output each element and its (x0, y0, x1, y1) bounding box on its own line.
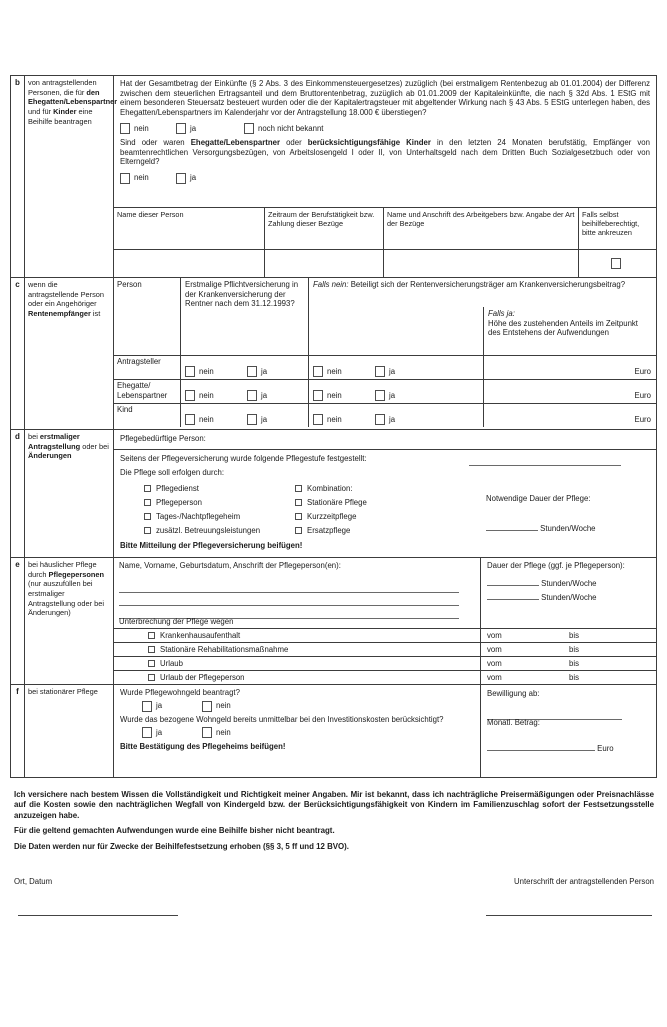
employment-yes-option[interactable]: ja (176, 173, 244, 184)
nein-option[interactable]: nein (313, 414, 375, 425)
option-pflegedienst[interactable]: Pflegedienst (144, 484, 295, 494)
person-label: Kind (114, 404, 181, 427)
interruption-header-row (114, 616, 656, 628)
declaration-2: Für die geltend gemachten Aufwendungen wurde eine Beihilfe bisher nicht beantragt. (14, 826, 335, 836)
section-b-letter: b (11, 76, 25, 277)
checkbox-nein[interactable] (313, 390, 323, 401)
pflegewohngeld-answers (142, 700, 474, 713)
option-betreuungsleistungen[interactable]: zusätzl. Betreuungsleistungen (144, 526, 295, 536)
interruption-row-urlaub-pflegeperson (114, 670, 656, 684)
declaration-3: Die Daten werden nur für Zwecke der Beihilfefestsetzung erhoben (§§ 3, 5 ff und 12 BVO). (14, 841, 349, 851)
notwendige-dauer-label: Notwendige Dauer der Pflege: (486, 494, 591, 503)
income-no-option[interactable]: nein (120, 123, 176, 134)
caregiver-names-label: Name, Vorname, Geburtsdatum, Anschrift der Pflegeperson(en): (119, 561, 341, 570)
col-header-person: Person (114, 278, 181, 355)
checkbox-ja[interactable] (142, 701, 152, 712)
pension-row-kind (114, 403, 656, 427)
stunden-woche-field: Stunden/Woche (487, 577, 656, 589)
beteiligung-answers (309, 404, 484, 427)
monatl-betrag-label: Monatl. Betrag: (487, 718, 540, 727)
checkbox-nein[interactable] (120, 173, 130, 184)
persons-table-header (114, 208, 656, 250)
ja-option[interactable]: ja (142, 727, 202, 738)
checkbox-nein[interactable] (185, 366, 195, 377)
checkbox-nein[interactable] (120, 123, 130, 134)
checkbox-nein[interactable] (185, 390, 195, 401)
section-e-letter: e (11, 558, 25, 684)
col-header-name: Name dieser Person (114, 208, 265, 249)
pension-row-ehegatte (114, 379, 656, 403)
checkbox-nein[interactable] (185, 414, 195, 425)
checkbox-ersatzpflege[interactable] (295, 527, 302, 534)
euro-amount-cell[interactable]: Euro (634, 367, 651, 377)
checkbox-ja[interactable] (375, 414, 385, 425)
income-question-text: Hat der Gesamtbetrag der Einkünfte (§ 2 Abs. 3 des Einkommensteuergesetzes) zuzüglich (bei erstmaligem Rentenbezug ab 01.01.2004) der Differenz zwischen dem steuerlichen Ertragsanteil und dem Bruttorentenbetrag, zuzüglich ab 01.01.2009 der Kapitaleinkünfte, die nach § 32d Abs. 1 EStG mit einem besonderen Steuersatz besteuert wurden oder die der Kapitalertragsteuer mit abgeltender Wirkung nach § 43 Abs. 5 EStG unterlegen haben, des Ehegatten/Lebenspartners im Kalenderjahr vor der Antragstellung 18.000 € überstiegen? (120, 79, 650, 118)
caregiver-write-line-2[interactable] (119, 597, 459, 606)
section-b-description: von antragstellenden Personen, die für den Ehegatten/Lebenspartner und für Kinder eine Beihilfe beantragen (25, 76, 114, 277)
pflegebeduerftige-person-field[interactable]: Pflegebedürftige Person: (114, 430, 656, 450)
stunden-write-line[interactable] (486, 522, 538, 531)
vom-bis-cell[interactable]: vom bis (487, 631, 579, 640)
interruption-row-krankenhaus (114, 628, 656, 642)
stunden-write-line[interactable] (487, 577, 539, 586)
checkbox-ja[interactable] (142, 727, 152, 738)
employment-question-answers (120, 172, 650, 184)
caregiver-names-left (114, 558, 481, 616)
care-duration-label: Dauer der Pflege (ggf. je Pflegeperson): (487, 561, 625, 570)
section-e-description: bei häuslicher Pflege durch Pflegepersonen (nur auszufüllen bei erstmaliger Antragstellung oder bei Änderungen) (25, 558, 114, 684)
euro-amount-cell[interactable]: Euro (634, 391, 651, 401)
pension-row-antragsteller (114, 355, 656, 379)
ja-option[interactable]: ja (375, 414, 395, 425)
nein-option[interactable]: nein (185, 366, 247, 377)
caregiver-names-block (114, 558, 656, 616)
arbeitgeber-cell[interactable] (384, 250, 579, 277)
beteiligung-answers (309, 380, 484, 403)
checkbox-ja[interactable] (176, 123, 186, 134)
nein-option[interactable]: nein (202, 727, 231, 738)
wohngeld-investitionskosten-question: Wurde das bezogene Wohngeld bereits unmittelbar bei den Investitionskosten berücksichtigt? (120, 714, 444, 724)
checkbox-urlaub-pflegeperson[interactable] (148, 674, 155, 681)
pflegeheim-note: Bitte Bestätigung des Pflegeheims beifügen! (120, 742, 286, 752)
form-footer (14, 790, 654, 917)
nein-option[interactable]: nein (185, 390, 247, 401)
betrag-field: Euro (487, 742, 614, 754)
signature-labels (14, 877, 654, 887)
ja-option[interactable]: ja (247, 414, 267, 425)
checkbox-ja[interactable] (247, 390, 257, 401)
section-c-letter: c (11, 278, 25, 429)
care-duration-block (481, 558, 656, 616)
checkbox-krankenhausaufenthalt[interactable] (148, 632, 155, 639)
section-e-content (114, 558, 656, 684)
interruption-row-urlaub (114, 656, 656, 670)
checkbox-pflegeperson[interactable] (144, 499, 151, 506)
pflichtversicherung-answers (181, 404, 309, 427)
employment-question-text: Sind oder waren Ehegatte/Lebenspartner oder berücksichtigungsfähige Kinder in den letzten 24 Monaten berufstätig, Empfänger von beamtenrechtlichen Versorgungsbezügen, von Arbeitslosengeld I oder II, von Unterhaltsgeld nach dem Dritten Buch Sozialgesetzbuch oder von Elterngeld? (120, 137, 650, 167)
reason-stationaere-reha[interactable]: Stationäre Rehabilitationsmaßnahme (114, 643, 481, 656)
ja-option[interactable]: ja (375, 390, 395, 401)
zeitraum-cell[interactable] (265, 250, 384, 277)
checkbox-selbst-beihilfeberechtigt[interactable] (611, 258, 621, 269)
signature-lines (14, 915, 654, 917)
option-stationaere-pflege[interactable]: Stationäre Pflege (295, 498, 367, 508)
col-header-arbeitgeber: Name und Anschrift des Arbeitgebers bzw. Angabe der Art der Bezüge (384, 208, 579, 249)
checkbox-kombination[interactable] (295, 485, 302, 492)
wohngeld-investitionskosten-answers (142, 726, 474, 739)
person-label: Antragsteller (114, 356, 181, 379)
ja-option[interactable]: ja (375, 366, 395, 377)
caregiver-write-line-1[interactable] (119, 584, 459, 593)
betrag-write-line[interactable] (487, 742, 595, 751)
pflichtversicherung-answers (181, 356, 309, 379)
checkbox-nein[interactable] (202, 701, 212, 712)
checkbox-noch-nicht-bekannt[interactable] (244, 123, 254, 134)
persons-table-row (114, 250, 656, 277)
checkbox-kurzzeitpflege[interactable] (295, 513, 302, 520)
ja-option[interactable]: ja (247, 390, 267, 401)
nein-option[interactable]: nein (313, 366, 375, 377)
option-pflegeperson[interactable]: Pflegeperson (144, 498, 295, 508)
checkbox-ja[interactable] (247, 414, 257, 425)
checkbox-urlaub[interactable] (148, 660, 155, 667)
declaration-1: Ich versichere nach bestem Wissen die Vollständigkeit und Richtigkeit meiner Angaben. Mir ist bekannt, dass ich nachträgliche Preisermäßigungen oder Preisnachlässe auf die Kosten sowie den nachträglichen Wegfall von Kindergeld bzw. der Berücksichtigungsfähigkeit von Kindern im Familienzuschlag sofort der Festsetzungsstelle anzuzeigen habe. (14, 790, 654, 820)
income-unknown-option[interactable]: noch nicht bekannt (244, 123, 323, 134)
option-tages-nachtpflegeheim[interactable]: Tages-/Nachtpflegeheim (144, 512, 295, 522)
vom-bis-cell[interactable]: vom bis (487, 645, 579, 654)
wohngeld-questions (114, 685, 481, 777)
section-f (11, 684, 656, 777)
nein-option[interactable]: nein (313, 390, 375, 401)
income-question-answers (120, 123, 650, 135)
employment-no-option[interactable]: nein (120, 173, 176, 184)
section-c (11, 277, 656, 429)
section-f-content (114, 685, 656, 777)
checkbox-tages-nachtpflegeheim[interactable] (144, 513, 151, 520)
checkbox-betreuungsleistungen[interactable] (144, 527, 151, 534)
section-d (11, 429, 656, 557)
nein-option[interactable]: nein (185, 414, 247, 425)
stunden-write-line[interactable] (487, 591, 539, 600)
falls-ja-box: Falls ja: Höhe des zustehenden Anteils im Zeitpunkt des Entstehens der Aufwendungen (483, 307, 656, 355)
pflichtversicherung-answers (181, 380, 309, 403)
beteiligung-answers (309, 356, 484, 379)
section-b-content (114, 76, 656, 277)
col-header-falls-nein: Falls nein: Beteiligt sich der Rentenversicherungsträger am Krankenversicherungsbeitrag? Falls ja: Höhe des zustehenden Anteils im Zeitpunkt des Entstehens der Aufwendungen (309, 278, 656, 355)
reason-krankenhausaufenthalt[interactable]: Krankenhausaufenthalt (114, 629, 481, 642)
section-e (11, 557, 656, 684)
beihilfe-form (10, 75, 657, 778)
pension-table-header (114, 278, 656, 355)
checkbox-stationaere-reha[interactable] (148, 646, 155, 653)
bewilligung-ab-label: Bewilligung ab: (487, 689, 540, 698)
checkbox-pflegedienst[interactable] (144, 485, 151, 492)
section-f-letter: f (11, 685, 25, 777)
section-c-description: wenn die antragstellende Person oder ein Angehöriger Rentenempfänger ist (25, 278, 114, 429)
section-d-content (114, 430, 656, 557)
vom-bis-cell[interactable]: vom bis (487, 659, 579, 668)
checkbox-nein[interactable] (313, 414, 323, 425)
place-date-label: Ort, Datum (14, 877, 53, 887)
stunden-woche-field: Stunden/Woche (487, 591, 656, 603)
checkbox-ja[interactable] (375, 390, 385, 401)
col-header-beihilfeberechtigt: Falls selbst beihilfeberechtigt, bitte ankreuzen (582, 210, 640, 238)
ja-option[interactable]: ja (247, 366, 267, 377)
pflegewohngeld-question: Wurde Pflegewohngeld beantragt? (120, 688, 240, 697)
signature-label: Unterschrift der antragstellenden Person (514, 877, 654, 887)
income-yes-option[interactable]: ja (176, 123, 244, 134)
section-b (11, 76, 656, 277)
reason-urlaub[interactable]: Urlaub (114, 657, 481, 670)
person-label: Ehegatte/ Lebenspartner (114, 380, 181, 403)
mitteilung-note: Bitte Mitteilung der Pflegeversicherung beifügen! (120, 541, 303, 550)
reason-urlaub-pflegeperson[interactable]: Urlaub der Pflegeperson (114, 671, 481, 684)
checkbox-ja[interactable] (176, 173, 186, 184)
persons-table (114, 207, 656, 277)
signature-line[interactable] (486, 915, 652, 916)
checkbox-nein[interactable] (313, 366, 323, 377)
interruption-row-reha (114, 642, 656, 656)
stunden-woche-field: Stunden/Woche (486, 522, 596, 534)
pflege-details (114, 450, 656, 556)
section-c-content (114, 278, 656, 429)
nein-option[interactable]: nein (202, 701, 231, 712)
section-d-description: bei erstmaliger Antragstellung oder bei Änderungen (25, 430, 114, 557)
checkbox-ja[interactable] (375, 366, 385, 377)
col-header-zeitraum: Zeitraum der Berufstätigkeit bzw. Zahlung dieser Bezüge (265, 208, 384, 249)
checkbox-ja[interactable] (247, 366, 257, 377)
col-header-pflichtversicherung: Erstmalige Pflichtversicherung in der Krankenversicherung der Rentner nach dem 31.12.1993? (181, 278, 309, 355)
place-date-signature-line[interactable] (18, 915, 178, 916)
section-d-letter: d (11, 430, 25, 557)
option-kurzzeitpflege[interactable]: Kurzzeitpflege (295, 512, 356, 522)
checkbox-stationaere-pflege[interactable] (295, 499, 302, 506)
vom-bis-cell[interactable]: vom bis (487, 673, 579, 682)
bewilligung-block (481, 685, 656, 777)
euro-amount-cell[interactable]: Euro (634, 415, 651, 425)
checkbox-nein[interactable] (202, 727, 212, 738)
beihilfeberechtigt-cell (579, 250, 656, 277)
ja-option[interactable]: ja (142, 701, 202, 712)
interruption-label: Unterbrechung der Pflege wegen (114, 616, 481, 628)
option-ersatzpflege[interactable]: Ersatzpflege (295, 526, 350, 536)
option-kombination[interactable]: Kombination: (295, 484, 353, 494)
pflegestufe-text: Seitens der Pflegeversicherung wurde folgende Pflegestufe festgestellt: (120, 454, 367, 463)
pflege-durch-text: Die Pflege soll erfolgen durch: (120, 468, 225, 477)
section-f-description: bei stationärer Pflege (25, 685, 114, 777)
name-cell[interactable] (114, 250, 265, 277)
pflegestufe-write-line[interactable] (469, 457, 621, 466)
